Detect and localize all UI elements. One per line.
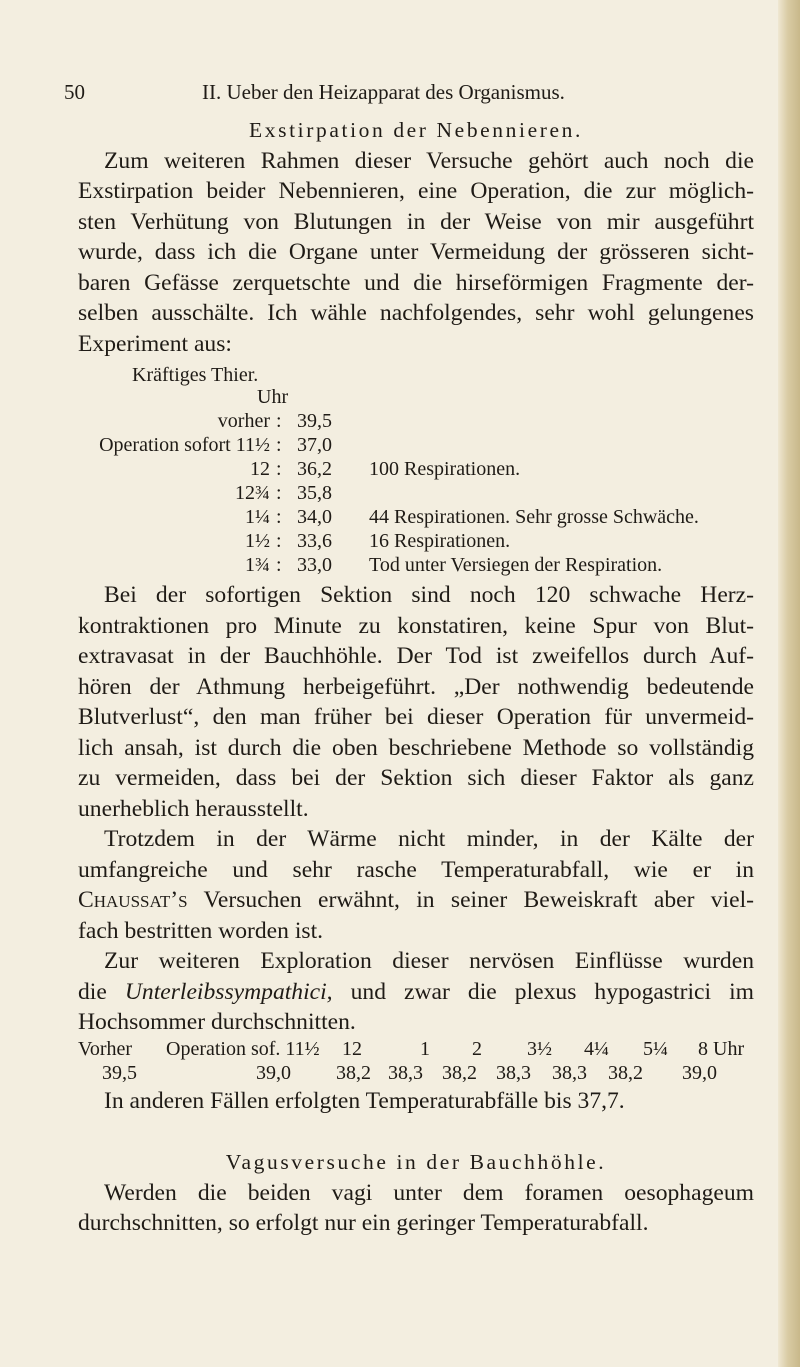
text-line: kontraktionen pro Minute zu konstatiren, keine Spur von Blut- (78, 612, 754, 639)
temperature-value: 35,8 (297, 482, 332, 504)
colon: : (276, 554, 282, 576)
text-line: Zum weiteren Rahmen dieser Versuche gehört auch noch die (104, 147, 754, 174)
text-span: und zwar die plexus hypogastrici im (332, 978, 754, 1005)
text-span: die (78, 978, 125, 1005)
time-cell: 5¼ (643, 1038, 668, 1060)
time-cell: 4¼ (584, 1038, 609, 1060)
page-number: 50 (64, 80, 85, 104)
temperature-cell: 39,0 (682, 1062, 717, 1084)
measurement-note: Tod unter Versiegen der Respiration. (369, 554, 663, 576)
text-line: wurde, dass ich die Organe unter Vermeidung der grösseren sicht- (78, 239, 754, 265)
text-line: Trotzdem in der Wärme nicht minder, in der Kälte der (104, 826, 754, 852)
colon: : (276, 458, 282, 480)
time-cell: 2 (472, 1038, 482, 1060)
measurement-note: 100 Respirationen. (369, 458, 521, 480)
temperature-value: 33,6 (297, 530, 332, 552)
text-line: Bei der sofortigen Sektion sind noch 120 schwache Herz- (104, 582, 754, 608)
text-line: zu vermeiden, dass bei der Sektion sich dieser Faktor als ganz (78, 765, 754, 791)
temperature-cell: 38,2 (442, 1062, 477, 1084)
colon: : (276, 482, 282, 504)
text-line: hören der Athmung herbeigeführt. „Der nothwendig bedeutende (78, 673, 754, 700)
text-line: selben ausschälte. Ich wähle nachfolgendes, sehr wohl gelungenes (78, 300, 754, 326)
time-cell: Vorher (78, 1038, 133, 1060)
section-exstirpation (78, 115, 754, 359)
text-line (78, 977, 754, 1008)
time-cell: Operation sof. 11½ (166, 1038, 320, 1060)
colon: : (276, 434, 282, 456)
time-cell: 8 Uhr (698, 1038, 745, 1060)
text-line: unerheblich herausstellt. (78, 795, 309, 822)
temperature-cell: 39,0 (256, 1062, 291, 1084)
text-line: durchschnitten, so erfolgt nur ein geringer Temperaturabfall. (78, 1210, 649, 1236)
measurement-row (0, 458, 800, 482)
paragraph-trotzdem (78, 824, 754, 946)
time-row (78, 1038, 768, 1064)
text-line: Zur weiteren Exploration dieser nervösen Einflüsse wurden (104, 948, 754, 974)
time-label: 1¾ (245, 554, 270, 576)
measurement-row (0, 530, 800, 554)
measurement-row (0, 434, 800, 458)
time-label: vorher (217, 410, 270, 432)
text-line: Blutverlust“, den man früher bei dieser Operation für unvermeid- (78, 704, 754, 730)
text-line: lich ansah, ist durch die oben beschriebene Methode so vollständig (78, 734, 754, 761)
temperature-value: 37,0 (297, 434, 332, 456)
paragraph-sektion (78, 580, 754, 824)
time-cell: 3½ (527, 1038, 552, 1060)
page-edge (778, 0, 800, 1367)
paragraph-anderen (78, 1086, 754, 1117)
section-title: Exstirpation der Nebennieren. (249, 118, 583, 142)
page-header (64, 80, 764, 110)
text-line: Werden die beiden vagi unter dem foramen oesophageum (104, 1179, 754, 1206)
measurement-row (0, 506, 800, 530)
text-line: extravasat in der Bauchhöhle. Der Tod ist zweifellos durch Auf- (78, 643, 754, 669)
measurement-row (0, 482, 800, 506)
temperature-cell: 38,2 (336, 1062, 371, 1084)
time-cell: 1 (420, 1038, 430, 1060)
time-label: 1½ (245, 530, 270, 552)
section-title: Vagusversuche in der Bauchhöhle. (225, 1150, 607, 1174)
running-head: II. Ueber den Heizapparat des Organismus. (202, 80, 565, 104)
temperature-value: 36,2 (297, 458, 332, 480)
time-label: 12 (250, 458, 270, 480)
measurement-row (0, 554, 800, 578)
section-vagusversuche (78, 1147, 754, 1239)
temperature-value: 34,0 (297, 506, 332, 528)
temperature-cell: 38,2 (608, 1062, 643, 1084)
temperature-cell: 38,3 (388, 1062, 423, 1084)
measurement-row (0, 410, 800, 434)
time-label: 12¾ (235, 482, 270, 504)
text-line: Exstirpation beider Nebennieren, eine Operation, die zur möglich- (78, 178, 754, 204)
text-line: sten Verhütung von Blutungen in der Weise von mir ausgeführt (78, 208, 754, 235)
time-label: Operation sofort 11½ (99, 434, 270, 456)
temperature-row (78, 1062, 768, 1088)
temperature-cell: 38,3 (552, 1062, 587, 1084)
measurement-note: 16 Respirationen. (369, 530, 511, 552)
temperature-value: 39,5 (297, 410, 332, 432)
time-label: 1¼ (245, 506, 270, 528)
text-line: baren Gefässe zerquetschte und die hirseförmigen Fragmente der- (78, 269, 754, 296)
text-line: fach bestritten worden ist. (78, 917, 324, 944)
text-line: In anderen Fällen erfolgten Temperaturabfälle bis 37,7. (104, 1088, 625, 1114)
colon: : (276, 410, 282, 432)
temperature-cell: 38,3 (496, 1062, 531, 1084)
italic-term: Unterleibssympathici, (124, 978, 333, 1005)
text-span: Versuchen erwähnt, in seiner Beweiskraft aber viel- (187, 887, 754, 913)
temperature-cell: 39,5 (102, 1062, 137, 1084)
colon: : (276, 530, 282, 552)
time-cell: 12 (342, 1038, 362, 1060)
text-line: Experiment aus: (78, 330, 232, 357)
measurement-note: 44 Respirationen. Sehr grosse Schwäche. (369, 506, 699, 528)
paragraph-exploration (78, 946, 754, 1038)
uhr-label: Uhr (257, 386, 289, 408)
text-line (78, 885, 754, 916)
text-line: umfangreiche und sehr rasche Temperaturabfall, wie er in (78, 856, 754, 883)
text-line: Hochsommer durchschnitten. (78, 1009, 356, 1035)
author-name: Chaussat’s (78, 887, 188, 913)
colon: : (276, 506, 282, 528)
experiment-title: Kräftiges Thier. (132, 364, 259, 386)
temperature-value: 33,0 (297, 554, 332, 576)
